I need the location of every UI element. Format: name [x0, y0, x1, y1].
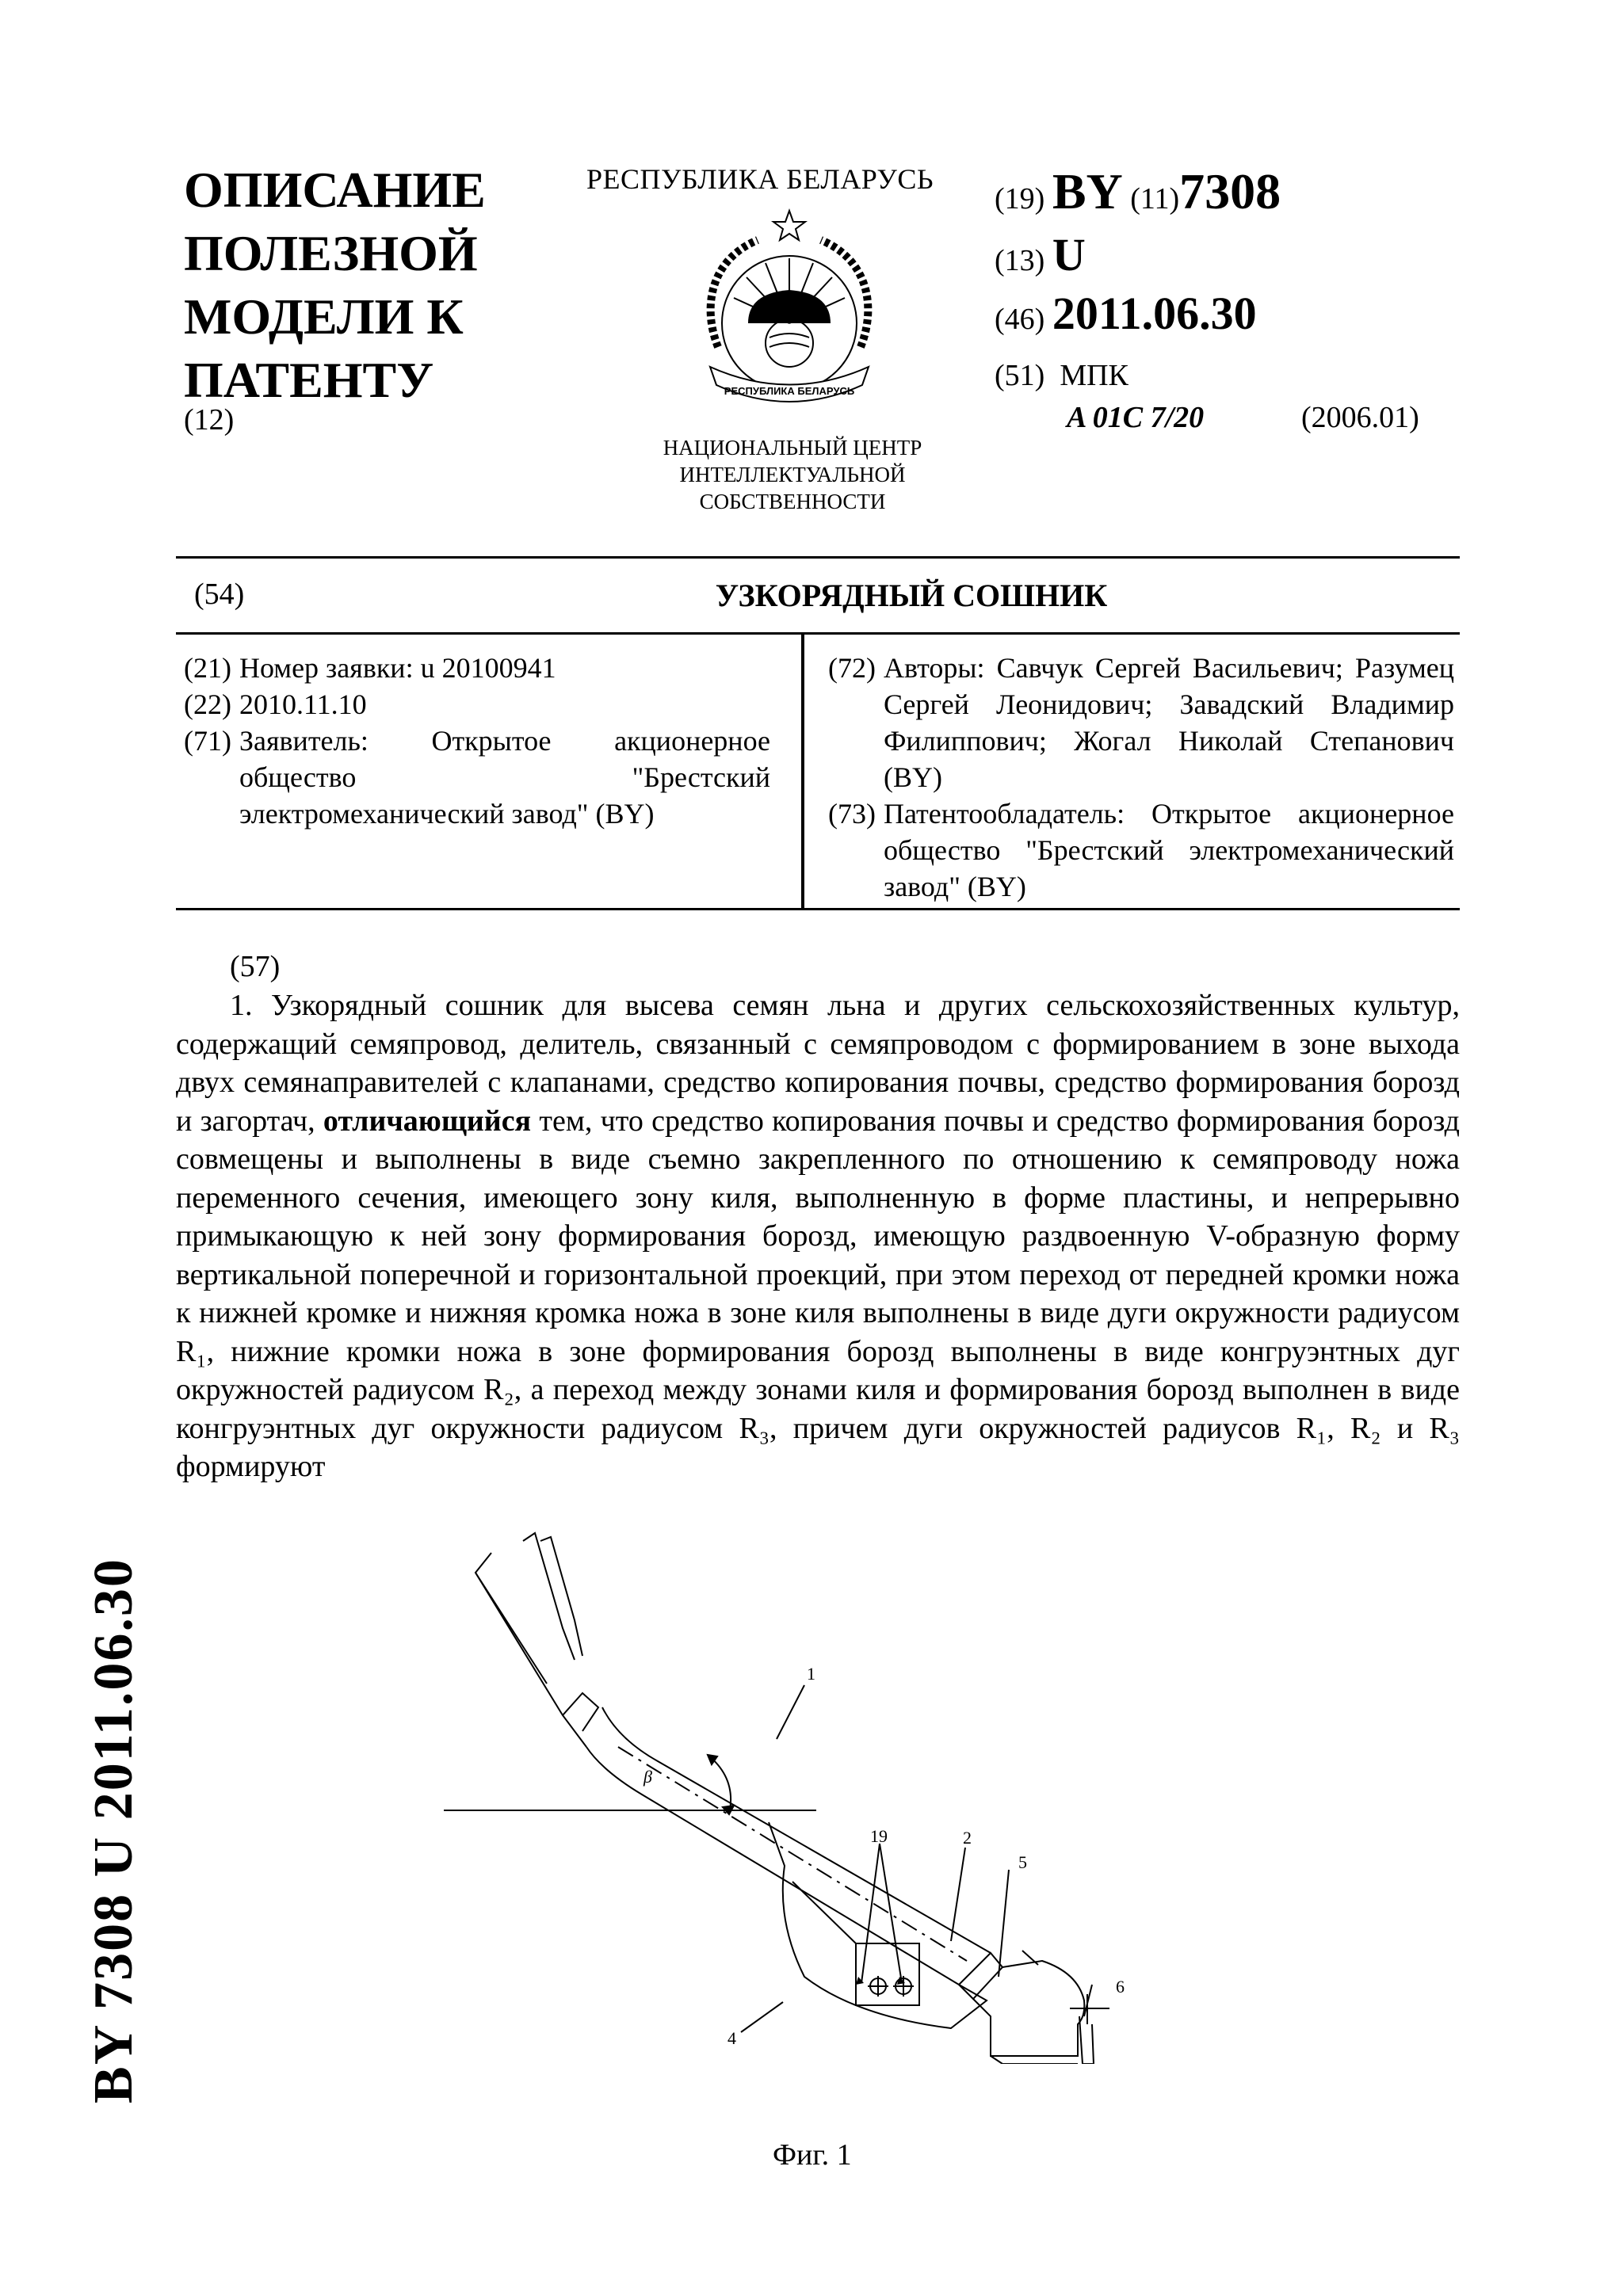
code-72: (72)	[828, 652, 876, 684]
ipc-version: (2006.01)	[1301, 401, 1419, 434]
code-71: (71)	[184, 725, 231, 757]
seed-tube-main	[586, 1747, 959, 1985]
title-line: МОДЕЛИ К	[184, 288, 464, 345]
sidebar-identifier: BY 7308 U 2011.06.30	[83, 1558, 144, 2103]
publication-date: 2011.06.30	[1052, 288, 1257, 339]
label-4: 4	[727, 2028, 736, 2048]
title-line: ПАТЕНТУ	[184, 352, 434, 408]
divider	[176, 632, 1460, 635]
code-46: (46)	[995, 303, 1045, 336]
invention-title: УЗКОРЯДНЫЙ СОШНИК	[715, 578, 1108, 613]
office-name	[618, 434, 967, 515]
code-19: (19)	[995, 182, 1045, 215]
patent-number: 7308	[1179, 163, 1281, 219]
ipc-row	[995, 358, 1128, 393]
country-number-row	[995, 162, 1281, 221]
code-51: (51)	[995, 359, 1045, 392]
filing-date-entry	[184, 686, 770, 723]
document-type-title	[184, 158, 556, 412]
figure-caption: Фиг. 1	[773, 2138, 852, 2172]
applicant: Заявитель: Открытое акционерное общество "Брестский электромеханический завод" (BY)	[239, 725, 770, 830]
patentee: Патентообладатель: Открытое акционерное общество "Брестский электромеханический завод" (BY)	[883, 798, 1454, 902]
claim-preamble: 1. Узкорядный сошник для высева семян льна и других сельскохозяйственных культур, содержащий семяпровод, делитель, связанный с семяпроводом с формированием в зоне выхода двух семянаправителей с клапанами, средство копирования почвы, средство формирования борозд и загортач,	[176, 989, 1460, 1138]
seed-tube-upper	[475, 1553, 586, 1747]
label-6: 6	[1116, 1977, 1125, 1997]
rear-housing	[973, 1961, 1084, 2056]
code-12: (12)	[184, 403, 235, 437]
patentee-entry	[828, 795, 1454, 905]
application-number: Номер заявки: u 20100941	[239, 652, 556, 684]
code-57: (57)	[230, 950, 281, 983]
office-line: ИНТЕЛЛЕКТУАЛЬНОЙ	[679, 463, 906, 486]
kind-row	[995, 228, 1086, 281]
code-13: (13)	[995, 244, 1045, 277]
office-line: НАЦИОНАЛЬНЫЙ ЦЕНТР	[663, 436, 922, 460]
kind-code: U	[1052, 229, 1086, 280]
label-19: 19	[870, 1826, 888, 1846]
claim-characterizing-part: тем, что средство копирования почвы и средство формирования борозд совмещены и выполнены в виде съемно закрепленного по отношению к семяпроводу ножа переменного сечения, имеющего зону киля, выполненную в форме пластины, и непрерывно примыкающую к ней зону формирования борозд, имеющую раздвоенную V-образную форму вертикальной поперечной и горизонтальной проекций, при этом переход от передней кромки ножа к нижней кромке и нижняя кромка ножа в зоне киля выполнены в виде дуги окружности радиусом R₁, нижние кромки ножа в зоне формирования борозд выполнены в виде конгруэнтных дуг окружностей радиусом R₂, а переход между зонами киля и формирования борозд выполнен в виде конгруэнтных дуг окружности радиусом R₃, причем дуги окружностей радиусов R₁, R₂ и R₃ формируют	[176, 1104, 1460, 1483]
code-73: (73)	[828, 798, 876, 830]
divider	[176, 908, 1460, 910]
biblio-right-column	[828, 650, 1454, 905]
label-2: 2	[963, 1828, 972, 1848]
title-line: ОПИСАНИЕ	[184, 162, 486, 218]
application-number-entry	[184, 650, 770, 686]
code-54: (54)	[194, 578, 245, 611]
divider	[176, 556, 1460, 559]
column-divider	[801, 634, 804, 908]
label-beta: β	[643, 1767, 652, 1787]
date-row	[995, 287, 1257, 340]
authors-entry	[828, 650, 1454, 795]
label-1: 1	[807, 1664, 815, 1684]
claim-text	[176, 986, 1460, 1486]
republic-name: РЕСПУБЛИКА БЕЛАРУСЬ	[586, 163, 934, 195]
country-code: BY	[1052, 163, 1123, 219]
emblem-ribbon-text: РЕСПУБЛИКА БЕЛАРУСЬ	[724, 385, 855, 397]
applicant-entry	[184, 723, 770, 832]
biblio-left-column	[184, 650, 770, 832]
authors: Авторы: Савчук Сергей Васильевич; Разумец Сергей Леонидович; Завадский Владимир Филиппович; Жогал Николай Степанович (BY)	[883, 652, 1454, 793]
code-21: (21)	[184, 652, 231, 684]
claim-characterizing-word: отличающийся	[323, 1104, 532, 1138]
office-line: СОБСТВЕННОСТИ	[699, 490, 886, 513]
code-22: (22)	[184, 688, 231, 720]
ipc-class: A 01C 7/20	[1067, 401, 1205, 434]
state-emblem-icon	[686, 204, 892, 434]
label-5: 5	[1018, 1852, 1027, 1872]
code-11: (11)	[1130, 182, 1180, 215]
filing-date: 2010.11.10	[239, 688, 367, 720]
ipc-label: МПК	[1060, 359, 1128, 392]
figure-1-drawing	[444, 1509, 1189, 2064]
title-line: ПОЛЕЗНОЙ	[184, 225, 478, 281]
